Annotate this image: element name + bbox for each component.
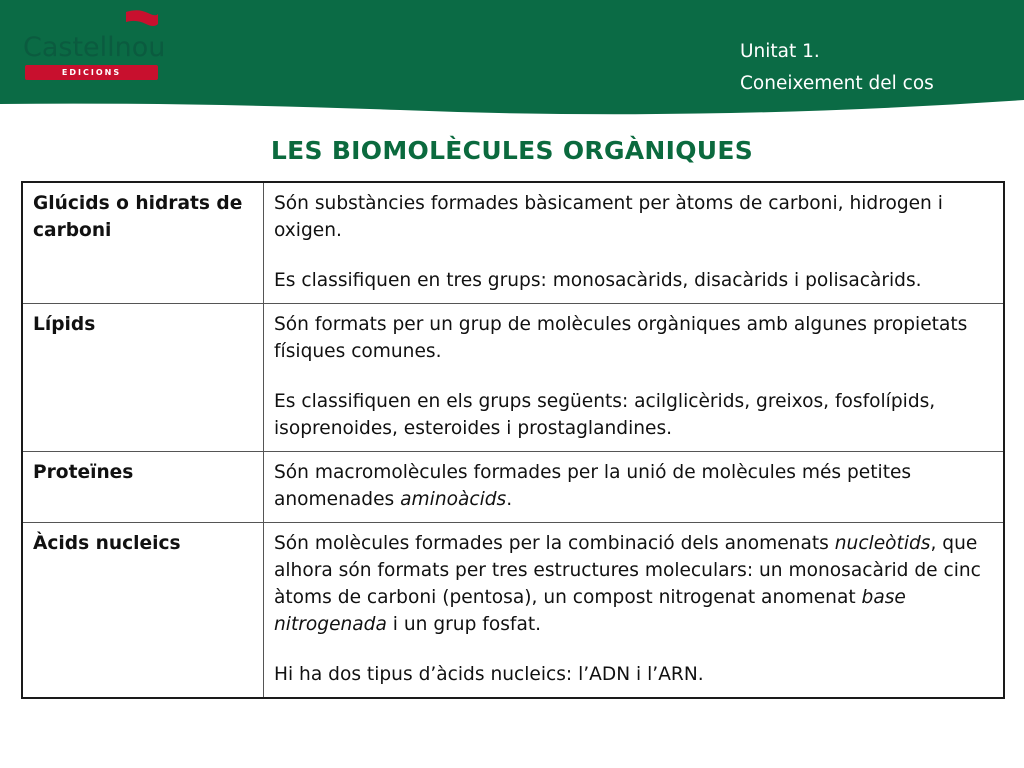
row-description xyxy=(264,182,1005,304)
text-run: Són macromolècules formades per la unió de molècules més petites anomenades xyxy=(274,462,912,510)
table-row xyxy=(22,304,1004,452)
row-term: Glúcids o hidrats de carboni xyxy=(22,182,264,304)
unit-number: Unitat 1. xyxy=(740,41,820,62)
row-term: Àcids nucleics xyxy=(22,523,264,699)
unit-heading xyxy=(740,36,934,100)
table-row xyxy=(22,523,1004,699)
header-band xyxy=(0,0,1024,118)
description-paragraph: Són substàncies formades bàsicament per àtoms de carboni, hidrogen i oxigen. xyxy=(274,193,943,241)
emphasis-term: base nitrogenada xyxy=(274,587,906,635)
table-row xyxy=(22,452,1004,523)
description-paragraph xyxy=(274,459,993,513)
description-paragraph: Són formats per un grup de molècules orgàniques amb algunes propietats físiques comunes. xyxy=(274,314,968,362)
emphasis-term: nucleòtids xyxy=(834,533,931,554)
description-paragraph: Es classifiquen en els grups següents: acilglicèrids, greixos, fosfolípids, isoprenoides, esteroides i prostaglandines. xyxy=(274,391,936,439)
description-paragraph: Hi ha dos tipus d’àcids nucleics: l’ADN i l’ARN. xyxy=(274,664,704,685)
publisher-logo xyxy=(22,8,166,78)
biomolecules-table xyxy=(21,181,1005,699)
table-row xyxy=(22,182,1004,304)
row-term: Proteïnes xyxy=(22,452,264,523)
row-description xyxy=(264,304,1005,452)
emphasis-term: aminoàcids xyxy=(400,489,507,510)
row-description xyxy=(264,452,1005,523)
logo-subtext: EDICIONS xyxy=(61,68,122,77)
row-description xyxy=(264,523,1005,699)
text-run: Són molècules formades per la combinació dels anomenats xyxy=(274,533,835,554)
text-run: , que alhora són formats per tres estructures moleculars: un monosacàrid de cinc àtoms de carboni (pentosa), un compost nitrogenat anomenat xyxy=(274,533,981,608)
logo-text: Castellnou xyxy=(23,32,166,63)
description-paragraph xyxy=(274,530,993,638)
logo-subtext-bar xyxy=(25,65,158,80)
text-run: i un grup fosfat. xyxy=(386,614,542,635)
text-run: . xyxy=(506,489,513,510)
row-term: Lípids xyxy=(22,304,264,452)
unit-name: Coneixement del cos xyxy=(740,73,934,94)
page-title: LES BIOMOLÈCULES ORGÀNIQUES xyxy=(270,136,754,165)
description-paragraph: Es classifiquen en tres grups: monosacàrids, disacàrids i polisacàrids. xyxy=(274,270,922,291)
